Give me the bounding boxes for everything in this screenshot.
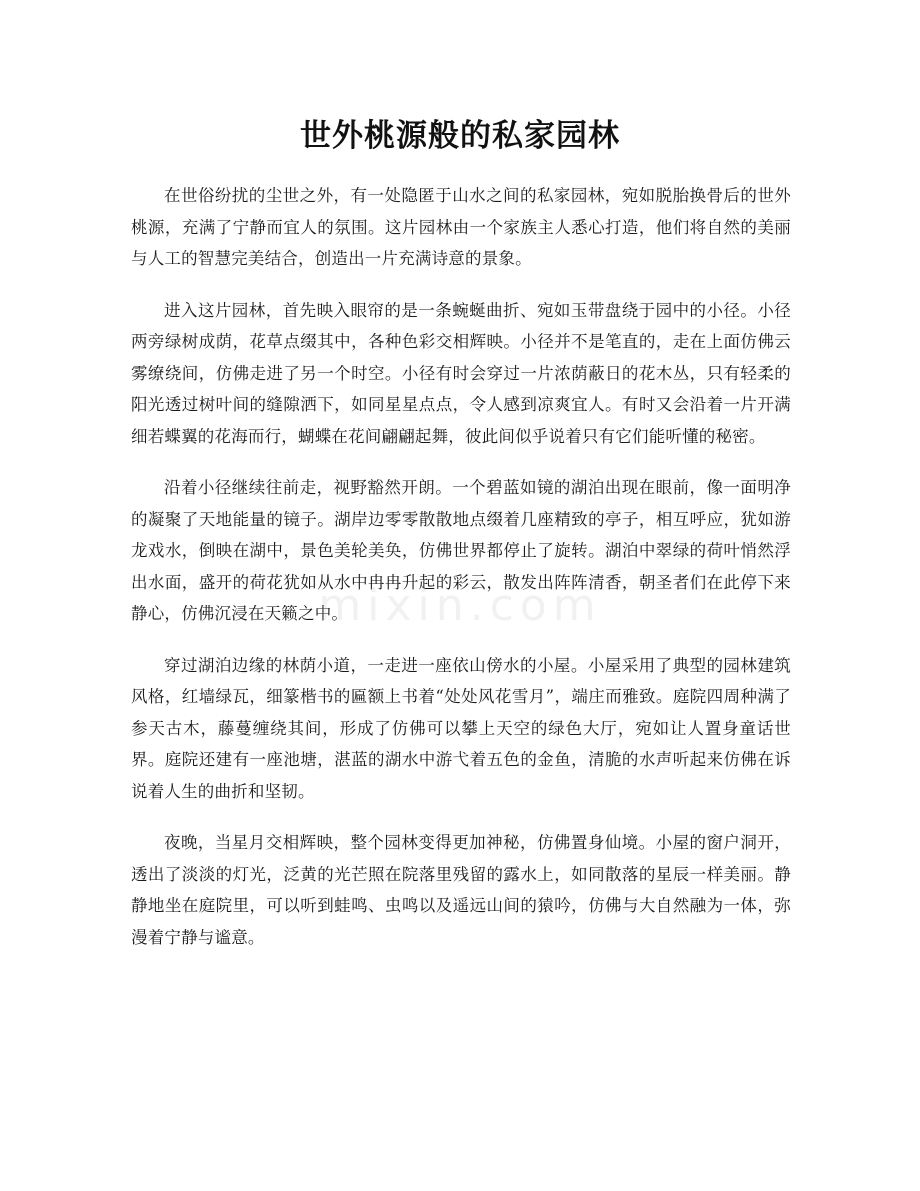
document-body xyxy=(131,180,791,973)
paragraph-4: 穿过湖泊边缘的林荫小道，一走进一座依山傍水的小屋。小屋采用了典型的园林建筑风格，红墙绿瓦，细篆楷书的匾额上书着“处处风花雪月”，端庄而雅致。庭院四周种满了参天古木，藤蔓缠绕其间，形成了仿佛可以攀上天空的绿色大厅，宛如让人置身童话世界。庭院还建有一座池塘，湛蓝的湖水中游弋着五色的金鱼，清脆的水声听起来仿佛在诉说着人生的曲折和坚韧。 xyxy=(131,655,791,801)
watermark: mixin.com xyxy=(318,580,602,631)
paragraph-2: 进入这片园林，首先映入眼帘的是一条蜿蜒曲折、宛如玉带盘绕于园中的小径。小径两旁绿树成荫，花草点缀其中，各种色彩交相辉映。小径并不是笔直的，走在上面仿佛云雾缭绕间，仿佛走进了另一个时空。小径有时会穿过一片浓荫蔽日的花木丛，只有轻柔的阳光透过树叶间的缝隙洒下，如同星星点点，令人感到凉爽宜人。有时又会沿着一片开满细若蝶翼的花海而行，蝴蝶在花间翩翩起舞，彼此间似乎说着只有它们能听懂的秘密。 xyxy=(131,300,791,446)
paragraph-5: 夜晚，当星月交相辉映，整个园林变得更加神秘，仿佛置身仙境。小屋的窗户洞开，透出了淡淡的灯光，泛黄的光芒照在院落里残留的露水上，如同散落的星辰一样美丽。静静地坐在庭院里，可以听到蛙鸣、虫鸣以及遥远山间的猿吟，仿佛与大自然融为一体，弥漫着宁静与谧意。 xyxy=(131,833,791,947)
paragraph-1: 在世俗纷扰的尘世之外，有一处隐匿于山水之间的私家园林，宛如脱胎换骨后的世外桃源，充满了宁静而宜人的氛围。这片园林由一个家族主人悉心打造，他们将自然的美丽与人工的智慧完美结合，创造出一片充满诗意的景象。 xyxy=(131,186,791,268)
document-title: 世外桃源般的私家园林 xyxy=(300,118,620,154)
paragraph-3: 沿着小径继续往前走，视野豁然开朗。一个碧蓝如镜的湖泊出现在眼前，像一面明净的凝聚了天地能量的镜子。湖岸边零零散散地点缀着几座精致的亭子，相互呼应，犹如游龙戏水，倒映在湖中，景色美轮美奂，仿佛世界都停止了旋转。湖泊中翠绿的荷叶悄然浮出水面，盛开的荷花犹如从水中冉冉升起的彩云，散发出阵阵清香，朝圣者们在此停下来静心，仿佛沉浸在天籁之中。 xyxy=(131,478,791,623)
